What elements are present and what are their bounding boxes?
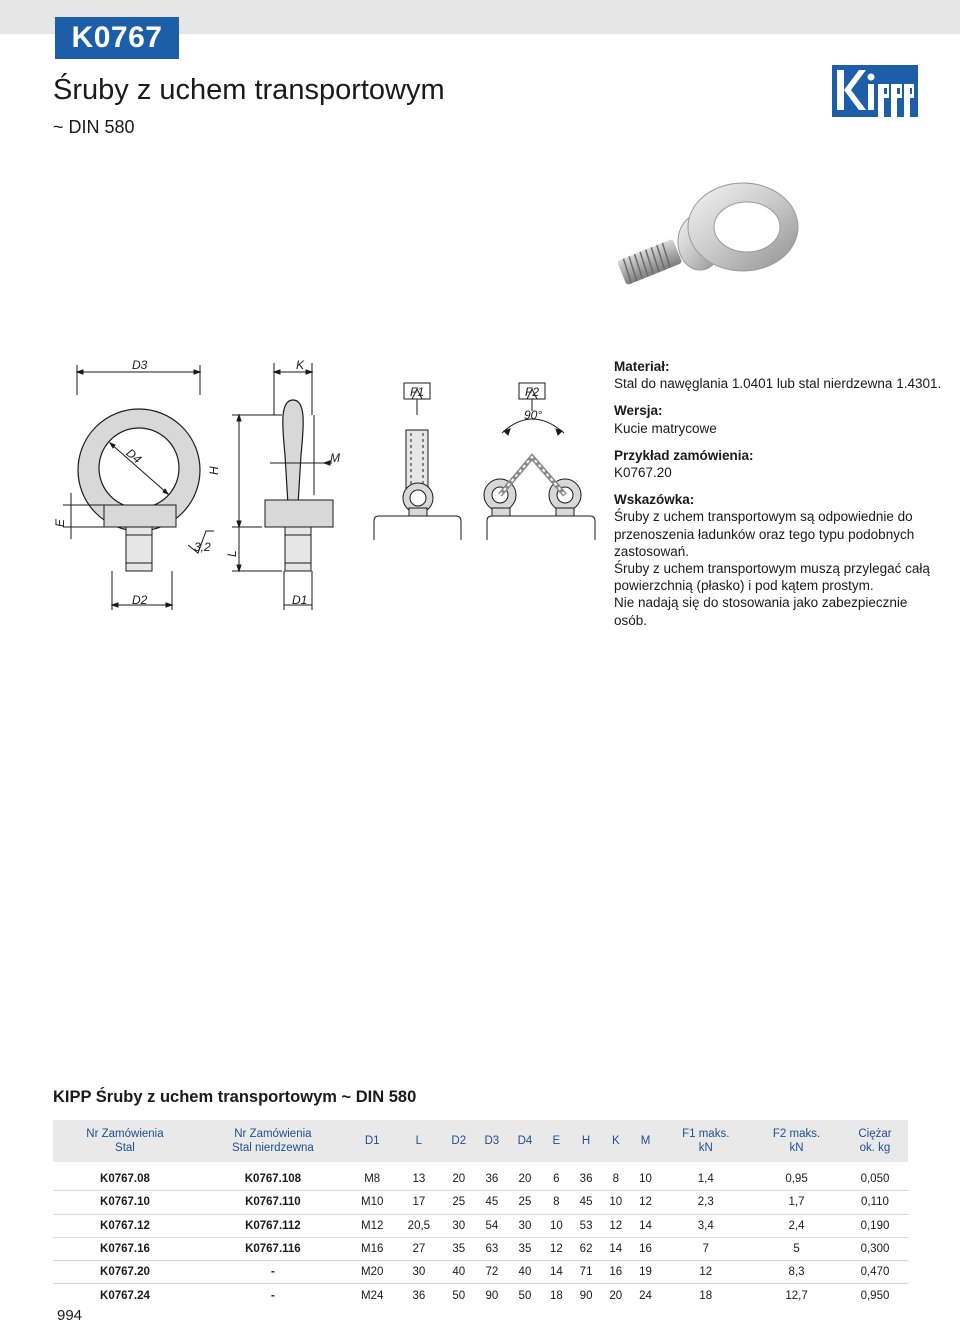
table-cell: 14 — [601, 1237, 631, 1260]
table-cell: 30 — [442, 1214, 475, 1237]
column-header-line: D3 — [484, 1135, 500, 1147]
table-row — [53, 1261, 908, 1284]
column-header-line: Stal — [115, 1142, 135, 1154]
label-f2: F2 — [525, 385, 540, 399]
table-row — [53, 1191, 908, 1214]
table-title: KIPP Śruby z uchem transportowym ~ DIN 580 — [53, 1088, 417, 1106]
column-header-line: M — [640, 1135, 651, 1147]
column-header-line: D2 — [451, 1135, 467, 1147]
table-cell: 0,050 — [860, 1173, 890, 1186]
table-cell: K0767.20 — [53, 1261, 197, 1284]
table-cell: 1,4 — [697, 1173, 714, 1186]
material-label: Materiał: — [614, 359, 670, 374]
table-header-row — [53, 1120, 908, 1162]
table-cell: 7 — [660, 1237, 751, 1260]
column-header-line: Nr Zamówienia — [234, 1128, 312, 1140]
column-header — [396, 1120, 443, 1162]
column-header-line: D1 — [364, 1135, 380, 1147]
example-value: K0767.20 — [614, 465, 672, 481]
dimensions-table — [53, 1120, 908, 1307]
label-h: H — [207, 466, 221, 475]
column-header-line: F1 maks. — [682, 1128, 730, 1140]
table-cell: 53 — [571, 1214, 601, 1237]
table-row — [53, 1237, 908, 1260]
table-cell: 90 — [475, 1284, 508, 1307]
table-cell: 63 — [475, 1237, 508, 1260]
table-cell: 0,300 — [842, 1237, 908, 1260]
table-cell: 10 — [639, 1173, 652, 1186]
column-header — [571, 1120, 601, 1162]
note-line: Śruby z uchem transportowym są odpowiednie do przenoszenia ładunków oraz tego typu podobnych zastosowań. — [614, 509, 915, 559]
table-cell: - — [197, 1261, 349, 1284]
table-cell: 71 — [571, 1261, 601, 1284]
column-header — [601, 1120, 631, 1162]
table-cell: 45 — [571, 1191, 601, 1214]
table-cell: 20 — [452, 1173, 466, 1186]
page-number: 994 — [57, 1307, 83, 1324]
table-cell: 0,190 — [842, 1214, 908, 1237]
column-header — [542, 1120, 572, 1162]
table-cell: 35 — [508, 1237, 541, 1260]
table-cell: M10 — [349, 1191, 396, 1214]
column-header — [631, 1120, 661, 1162]
eye-bolt-photo — [615, 172, 805, 297]
table-cell: 27 — [396, 1237, 443, 1260]
label-f1: F1 — [410, 385, 425, 399]
version-block — [614, 402, 944, 436]
table-cell: 36 — [485, 1173, 499, 1186]
table-cell: 0,95 — [785, 1173, 808, 1186]
load-case-f1 — [374, 383, 461, 540]
table-cell: 30 — [508, 1214, 541, 1237]
column-header-line: kN — [789, 1142, 804, 1154]
label-d2: D2 — [132, 593, 148, 607]
table-cell: 19 — [631, 1261, 661, 1284]
table-cell: 14 — [631, 1214, 661, 1237]
example-block — [614, 447, 944, 481]
table-cell: K0767.112 — [197, 1214, 349, 1237]
column-header — [508, 1120, 541, 1162]
table-cell: M20 — [349, 1261, 396, 1284]
table-cell: K0767.116 — [197, 1237, 349, 1260]
table-cell: 5 — [751, 1237, 842, 1260]
table-cell: 25 — [508, 1191, 541, 1214]
table-cell: 12,7 — [751, 1284, 842, 1307]
label-l: L — [225, 550, 239, 557]
table-cell: K0767.108 — [244, 1173, 302, 1186]
label-d3: D3 — [132, 358, 148, 372]
table-cell: 50 — [442, 1284, 475, 1307]
example-label: Przykład zamówienia: — [614, 447, 754, 463]
table-cell: 40 — [508, 1261, 541, 1284]
table-cell: 62 — [571, 1237, 601, 1260]
table-cell: K0767.10 — [53, 1191, 197, 1214]
table-cell: 54 — [475, 1214, 508, 1237]
table-cell: 25 — [442, 1191, 475, 1214]
column-header-line: F2 maks. — [772, 1128, 821, 1140]
table-cell: - — [197, 1284, 349, 1307]
table-cell: 18 — [660, 1284, 751, 1307]
label-m: M — [330, 451, 340, 465]
table-cell: 35 — [442, 1237, 475, 1260]
table-cell: 0,470 — [842, 1261, 908, 1284]
table-cell: 20,5 — [396, 1214, 443, 1237]
column-header — [53, 1120, 197, 1162]
label-d1: D1 — [292, 593, 308, 607]
table-cell: 10 — [601, 1191, 631, 1214]
note-label: Wskazówka: — [614, 492, 695, 508]
table-cell: K0767.16 — [53, 1237, 197, 1260]
table-row — [53, 1214, 908, 1237]
column-header-line: K — [611, 1135, 620, 1147]
label-d4: D4 — [123, 445, 145, 467]
table-cell: 8 — [542, 1191, 572, 1214]
side-view — [232, 363, 333, 610]
column-header — [197, 1120, 349, 1162]
table-cell: K0767.12 — [53, 1214, 197, 1237]
table-cell: M12 — [349, 1214, 396, 1237]
product-info — [614, 358, 944, 639]
technical-drawing — [52, 355, 607, 615]
column-header-line: kN — [698, 1142, 713, 1154]
table-cell: 12 — [631, 1191, 661, 1214]
column-header-line: Stal nierdzewna — [231, 1142, 314, 1154]
page-subtitle: ~ DIN 580 — [53, 117, 135, 137]
table-cell: 2,4 — [751, 1214, 842, 1237]
table-cell: 72 — [475, 1261, 508, 1284]
table-cell: 16 — [601, 1261, 631, 1284]
kipp-logo — [832, 60, 918, 126]
table-cell: 36 — [579, 1173, 593, 1186]
table-cell: K0767.08 — [100, 1173, 150, 1186]
table-cell: 18 — [542, 1284, 572, 1307]
table-cell: 50 — [508, 1284, 541, 1307]
table-cell: 24 — [631, 1284, 661, 1307]
table-row — [53, 1284, 908, 1307]
table-cell: 2,3 — [660, 1191, 751, 1214]
column-header-line: ok. kg — [859, 1142, 891, 1154]
table-cell: 8,3 — [751, 1261, 842, 1284]
material-value: Stal do nawęglania 1.0401 lub stal nierdzewna 1.4301. — [614, 376, 942, 392]
column-header — [751, 1120, 842, 1162]
table-cell: K0767.110 — [197, 1191, 349, 1214]
column-header — [475, 1120, 508, 1162]
table-cell: 36 — [396, 1284, 443, 1307]
table-cell: 3,4 — [660, 1214, 751, 1237]
version-value: Kucie matrycowe — [614, 420, 717, 436]
load-case-f2 — [484, 383, 595, 540]
table-cell: 14 — [542, 1261, 572, 1284]
table-cell: 8 — [612, 1173, 619, 1186]
label-roughness: 3,2 — [194, 540, 211, 554]
note-block — [614, 491, 944, 629]
table-cell: 20 — [601, 1284, 631, 1307]
column-header-line: D4 — [517, 1135, 533, 1147]
product-code-badge: K0767 — [55, 17, 179, 59]
table-cell: 40 — [442, 1261, 475, 1284]
label-angle: 90° — [524, 408, 543, 422]
table-cell: 12 — [601, 1214, 631, 1237]
table-cell: 90 — [571, 1284, 601, 1307]
table-row — [53, 1162, 908, 1191]
table-cell: M8 — [364, 1173, 381, 1186]
table-cell: 12 — [542, 1237, 572, 1260]
table-cell: M24 — [349, 1284, 396, 1307]
column-header — [442, 1120, 475, 1162]
column-header — [349, 1120, 396, 1162]
table-cell: 17 — [396, 1191, 443, 1214]
table-cell: 20 — [518, 1173, 532, 1186]
table-cell: 10 — [542, 1214, 572, 1237]
column-header — [660, 1120, 751, 1162]
column-header-line: L — [415, 1135, 423, 1147]
table-cell: 6 — [553, 1173, 560, 1186]
table-cell: 16 — [631, 1237, 661, 1260]
column-header-line: Ciężar — [858, 1128, 892, 1140]
table-cell: 12 — [660, 1261, 751, 1284]
column-header-line: H — [581, 1135, 591, 1147]
label-k: K — [296, 358, 305, 372]
material-block — [614, 358, 944, 392]
table-cell: 0,110 — [842, 1191, 908, 1214]
column-header-line: E — [552, 1135, 561, 1147]
label-e: E — [53, 518, 67, 527]
table-cell: K0767.24 — [53, 1284, 197, 1307]
table-cell: 1,7 — [751, 1191, 842, 1214]
table-cell: 30 — [396, 1261, 443, 1284]
version-label: Wersja: — [614, 403, 663, 419]
page-title: Śruby z uchem transportowym — [53, 74, 445, 106]
table-cell: 45 — [475, 1191, 508, 1214]
table-cell: 0,950 — [842, 1284, 908, 1307]
column-header — [842, 1120, 908, 1162]
front-view — [63, 365, 214, 610]
table-cell: 13 — [412, 1173, 426, 1186]
note-line: Śruby z uchem transportowym muszą przylegać całą powierzchnią (płasko) i pod kątem prostym. — [614, 561, 930, 594]
table-cell: M16 — [349, 1237, 396, 1260]
note-line: Nie nadają się do stosowania jako zabezpiecznie osób. — [614, 595, 908, 628]
column-header-line: Nr Zamówienia — [86, 1128, 164, 1140]
